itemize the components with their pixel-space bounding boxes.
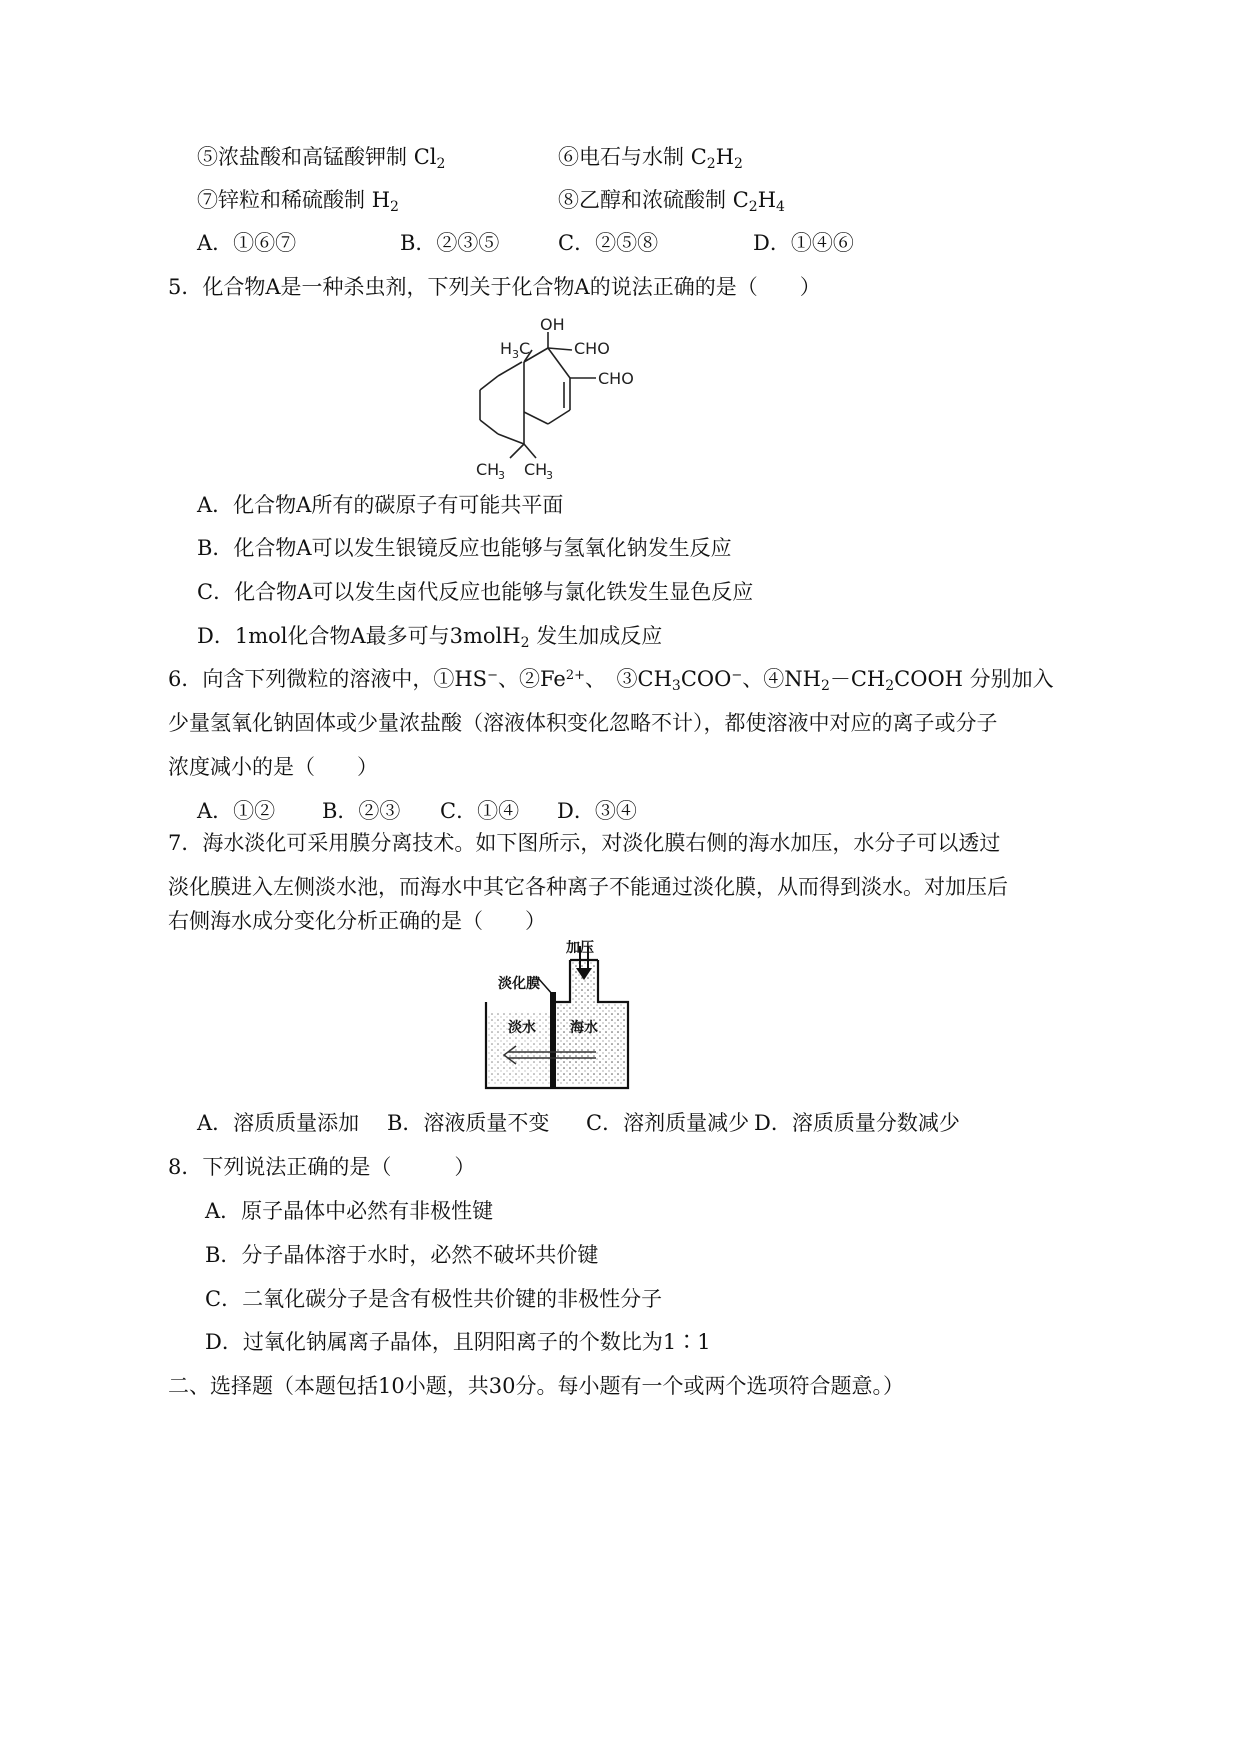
q6-stem-line-1: 6．向含下列微粒的溶液中，①HS−、$②Fe^{2+}$、 $③CH_3COO^-$、$④NH_2-CH_2COOH$ 分别加入 xyxy=(168,667,1054,694)
q7-choice-c: C．溶剂质量减少 xyxy=(586,1111,750,1135)
fresh-water-label: 淡水 xyxy=(508,1020,536,1036)
pressure-label: 加压 xyxy=(566,940,594,956)
sea-water-label: 海水 xyxy=(570,1020,598,1036)
q7-choice-b: B．溶液质量不变 xyxy=(387,1111,550,1135)
q5-choice-c: C．化合物A可以发生卤代反应也能够与氯化铁发生显色反应 xyxy=(197,580,754,604)
q4-choice-a: A．①⑥⑦ xyxy=(197,231,297,255)
q8-choice-c: C．二氧化碳分子是含有极性共价键的非极性分子 xyxy=(205,1287,663,1311)
q4-choice-b: B．②③⑤ xyxy=(400,231,500,255)
q4-item-6: ⑥电石与水制 $C_2H_2$ xyxy=(558,145,743,172)
oh-label: OH xyxy=(540,315,565,334)
q4-item-8: ⑧乙醇和浓硫酸制 $C_2H_4$ xyxy=(558,188,785,215)
q8-choice-b: B．分子晶体溶于水时，必然不破坏共价键 xyxy=(205,1243,599,1267)
q4-choice-c: C．②⑤⑧ xyxy=(558,231,659,255)
q5-choice-b: B．化合物A可以发生银镜反应也能够与氢氧化钠发生反应 xyxy=(197,536,732,560)
q7-stem-line-2: 淡化膜进入左侧淡水池，而海水中其它各种离子不能通过淡化膜，从而得到淡水。对加压后 xyxy=(168,875,1008,899)
ch3-right-sub: 3 xyxy=(546,469,553,482)
q6-choice-c: C．①④ xyxy=(440,799,520,823)
q6-choice-b: B．②③ xyxy=(322,799,401,823)
q7-stem-line-3: 右侧海水成分变化分析正确的是（ ） xyxy=(168,909,546,933)
q8-choice-a: A．原子晶体中必然有非极性键 xyxy=(205,1199,494,1223)
q7-choice-a: A．溶质质量添加 xyxy=(197,1111,360,1135)
compound-a-structure xyxy=(460,312,660,482)
membrane-label: 淡化膜 xyxy=(498,976,540,992)
q7-stem-line-1: 7．海水淡化可采用膜分离技术。如下图所示，对淡化膜右侧的海水加压，水分子可以透过 xyxy=(168,831,1001,855)
q6-stem-line-2: 少量氢氧化钠固体或少量浓盐酸（溶液体积变化忽略不计），都使溶液中对应的离子或分子 xyxy=(168,711,998,735)
ch3-left-label: CH xyxy=(476,460,500,479)
cho-label-2: CHO xyxy=(598,369,634,388)
ch3-left-sub: 3 xyxy=(498,469,505,482)
section-2-heading: 二、选择题（本题包括10小题，共30分。每小题有一个或两个选项符合题意。） xyxy=(168,1374,904,1398)
h3c-c-label: C xyxy=(519,339,531,358)
q5-choice-a: A．化合物A所有的碳原子有可能共平面 xyxy=(197,493,564,517)
q4-item-5: ⑤浓盐酸和高锰酸钾制 $Cl_2$ xyxy=(197,145,446,172)
q8-stem: 8．下列说法正确的是（ ） xyxy=(168,1155,476,1179)
q6-choice-d: D．③④ xyxy=(557,799,637,823)
q7-choice-d: D．溶质质量分数减少 xyxy=(754,1111,960,1135)
q4-choice-d: D．①④⑥ xyxy=(753,231,854,255)
cho-label-1: CHO xyxy=(574,339,610,358)
ch3-right-label: CH xyxy=(524,460,548,479)
q8-choice-d: D．过氧化钠属离子晶体，且阴阳离子的个数比为1∶1 xyxy=(205,1330,711,1354)
desalination-diagram xyxy=(478,940,638,1092)
q5-stem: 5．化合物A是一种杀虫剂，下列关于化合物A的说法正确的是（ ） xyxy=(168,275,821,299)
q4-item-7: ⑦锌粒和稀硫酸制 $H_2$ xyxy=(197,188,399,215)
q6-stem-line-3: 浓度减小的是（ ） xyxy=(168,755,378,779)
q6-choice-a: A．①② xyxy=(197,799,276,823)
h3c-h-label: H xyxy=(500,339,513,358)
q5-choice-d: D．1mol化合物A最多可与3molH$_2$ 发生加成反应 xyxy=(197,624,663,651)
h3c-sub-label: 3 xyxy=(512,348,519,361)
